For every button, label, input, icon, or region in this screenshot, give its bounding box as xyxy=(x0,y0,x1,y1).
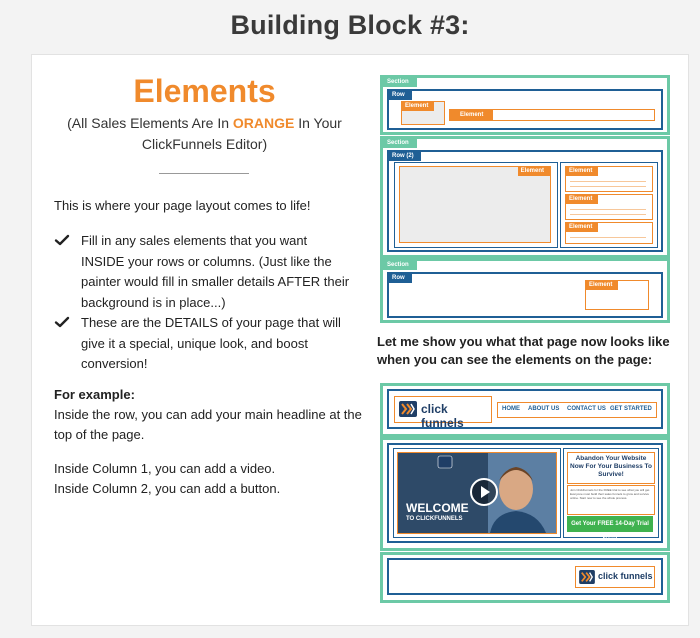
row-label: Row xyxy=(389,91,412,100)
headline-element xyxy=(567,452,655,484)
bullet-text: Fill in any sales elements that you want INSIDE your rows or columns. (Just like the painter would fill in smaller details AFTER their background is in place...) xyxy=(81,233,350,310)
nav-home[interactable]: HOME xyxy=(502,406,520,412)
side-headline: Abandon Your Website Now For Your Business To Survive! xyxy=(570,455,652,478)
clickfunnels-logo-icon xyxy=(399,401,417,417)
section-label: Section xyxy=(383,261,417,270)
column-1 xyxy=(394,162,558,248)
element-label: Element xyxy=(518,167,550,176)
body-element xyxy=(567,485,655,515)
logo-text: click funnels xyxy=(421,402,464,430)
mock-header-section xyxy=(380,383,670,437)
row-box xyxy=(387,89,663,130)
video-subtitle: TO CLICKFUNNELS xyxy=(406,516,463,522)
footer-logo-text: click funnels xyxy=(598,571,653,581)
section-diagram-1 xyxy=(380,75,670,135)
placeholder-line xyxy=(570,214,646,215)
mock-header-row xyxy=(387,389,663,429)
column-2 xyxy=(560,162,658,248)
example-label: For example: xyxy=(54,387,135,402)
section-diagram-2 xyxy=(380,136,670,258)
element-box xyxy=(585,280,649,310)
nav-contact-us[interactable]: CONTACT US xyxy=(567,406,606,412)
subheading-post: In Your ClickFunnels Editor) xyxy=(141,115,342,152)
elements-subheading xyxy=(42,113,367,155)
footer-logo-element xyxy=(575,566,655,588)
side-body: Join ClickFunnels for the FREE trial to see what you will get. Everyone must build their sales funnels to grow and survive online. Start now to see the whole process. xyxy=(570,488,651,500)
video-column xyxy=(393,448,561,538)
element-box xyxy=(401,101,445,125)
example-line: Inside the row, you can add your main headline at the top of the page. xyxy=(54,407,362,442)
sales-column xyxy=(563,448,659,543)
subheading-pre: (All Sales Elements Are In xyxy=(67,115,233,131)
page-title: Building Block #3: xyxy=(230,10,470,40)
content-card xyxy=(31,54,689,626)
row-label: Row (2) xyxy=(389,152,421,161)
row-box xyxy=(387,272,663,318)
checkmark-icon xyxy=(54,232,70,248)
example-line: Inside Column 1, you can add a video. xyxy=(54,461,276,476)
element-label: Element xyxy=(566,223,598,232)
intro-text: This is where your page layout comes to life! xyxy=(54,198,311,213)
element-box xyxy=(565,166,653,192)
bullet-text: These are the DETAILS of your page that will give it a special, unique look, and boost conversion! xyxy=(81,315,341,371)
element-box xyxy=(399,166,551,243)
placeholder-line xyxy=(570,209,646,210)
elements-heading: Elements xyxy=(133,73,276,109)
section-diagram-3 xyxy=(380,258,670,323)
placeholder-line xyxy=(570,181,646,182)
row-label: Row xyxy=(389,274,412,283)
mock-hero-row xyxy=(387,443,663,543)
clickfunnels-logo-icon xyxy=(579,570,595,584)
video-element[interactable] xyxy=(397,452,557,534)
example-line: Inside Column 2, you can add a button. xyxy=(54,481,281,496)
checkmark-icon xyxy=(54,314,70,330)
caption-text: Let me show you what that page now looks like when you can see the elements on the page: xyxy=(377,334,670,367)
bullet-item xyxy=(54,231,354,313)
logo-element xyxy=(394,396,492,430)
section-label: Section xyxy=(383,78,417,87)
nav-get-started[interactable]: GET STARTED xyxy=(610,406,652,412)
nav-element xyxy=(497,402,657,418)
section-label: Section xyxy=(383,139,417,148)
mock-footer-row xyxy=(387,558,663,595)
element-label: Element xyxy=(450,110,493,120)
nav-about-us[interactable]: ABOUT US xyxy=(528,406,560,412)
example-block xyxy=(54,385,364,499)
element-box xyxy=(449,109,655,121)
element-label: Element xyxy=(566,195,598,204)
mock-footer-section xyxy=(380,552,670,603)
element-box xyxy=(565,222,653,244)
divider xyxy=(159,173,249,174)
placeholder-line xyxy=(570,237,646,238)
bullet-item xyxy=(54,313,354,375)
mock-hero-section xyxy=(380,437,670,551)
placeholder-line xyxy=(570,186,646,187)
cta-button[interactable]: Get Your FREE 14-Day Trial Now! xyxy=(567,516,653,532)
video-title: WELCOME xyxy=(406,501,469,515)
element-label: Element xyxy=(566,167,598,176)
row-box xyxy=(387,150,663,252)
play-icon[interactable] xyxy=(469,477,499,507)
element-box xyxy=(565,194,653,220)
element-label: Element xyxy=(586,281,618,290)
subheading-highlight: ORANGE xyxy=(232,115,295,131)
element-label: Element xyxy=(402,102,434,111)
